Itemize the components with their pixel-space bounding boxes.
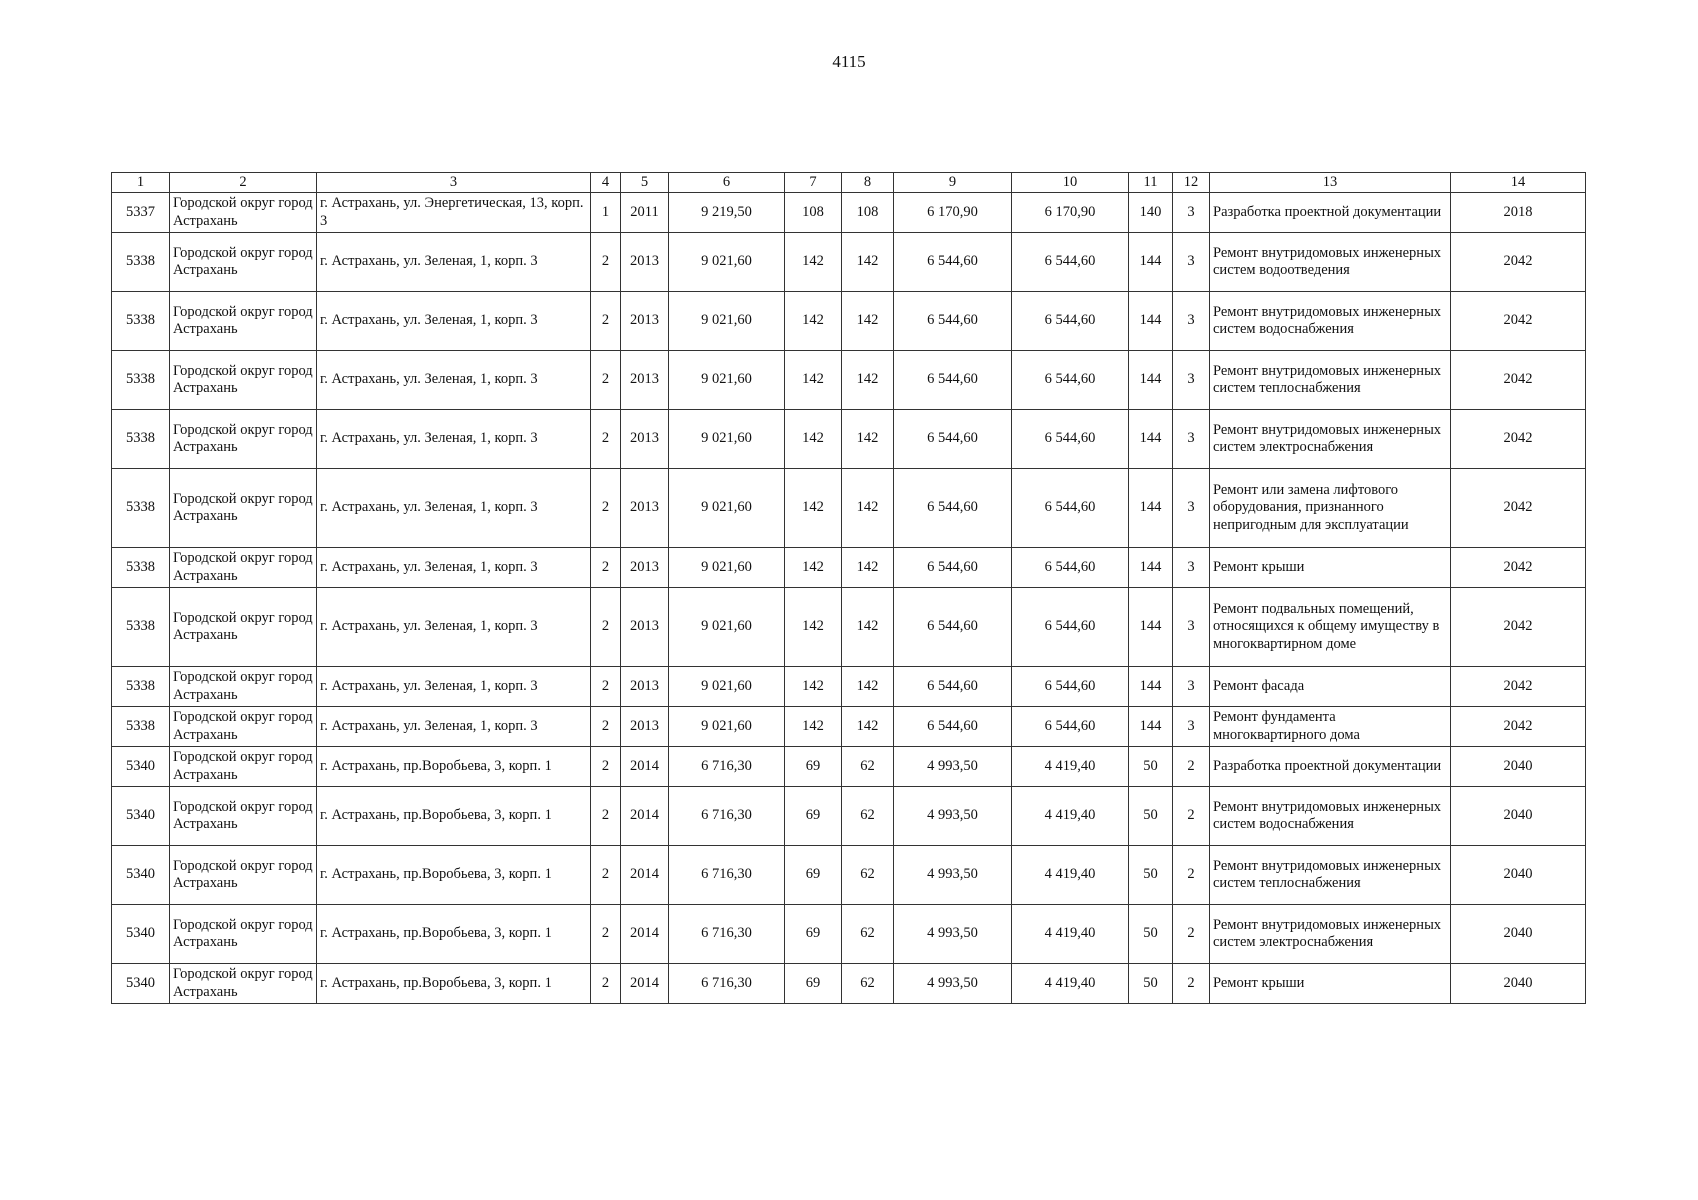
- work-type-cell: Ремонт внутридомовых инженерных систем водоотведения: [1210, 233, 1451, 292]
- table-body: [112, 193, 1586, 1004]
- area-col10-cell: 6 544,60: [1012, 707, 1129, 747]
- col8-cell: 142: [842, 667, 894, 707]
- table-row: [112, 193, 1586, 233]
- table-row: [112, 469, 1586, 548]
- area-col9-cell: 6 170,90: [894, 193, 1012, 233]
- work-type-cell: Разработка проектной документации: [1210, 193, 1451, 233]
- total-area-cell: 9 021,60: [669, 410, 785, 469]
- total-area-cell: 6 716,30: [669, 905, 785, 964]
- year-cell: 2013: [621, 292, 669, 351]
- area-col10-cell: 4 419,40: [1012, 905, 1129, 964]
- area-col10-cell: 6 544,60: [1012, 292, 1129, 351]
- municipality-cell: Городской округ город Астрахань: [170, 588, 317, 667]
- column-header-11: 11: [1129, 173, 1173, 193]
- total-area-cell: 6 716,30: [669, 846, 785, 905]
- column-header-4: 4: [591, 173, 621, 193]
- address-cell: г. Астрахань, пр.Воробьева, 3, корп. 1: [317, 787, 591, 846]
- area-col9-cell: 6 544,60: [894, 548, 1012, 588]
- column-header-12: 12: [1173, 173, 1210, 193]
- col12-cell: 3: [1173, 292, 1210, 351]
- total-area-cell: 6 716,30: [669, 787, 785, 846]
- year-cell: 2013: [621, 233, 669, 292]
- address-cell: г. Астрахань, пр.Воробьева, 3, корп. 1: [317, 905, 591, 964]
- floors-cell: 2: [591, 588, 621, 667]
- table-row: [112, 548, 1586, 588]
- record-id-cell: 5340: [112, 905, 170, 964]
- col7-cell: 142: [785, 548, 842, 588]
- col7-cell: 69: [785, 905, 842, 964]
- area-col10-cell: 6 544,60: [1012, 410, 1129, 469]
- col11-cell: 50: [1129, 964, 1173, 1004]
- address-cell: г. Астрахань, ул. Зеленая, 1, корп. 3: [317, 469, 591, 548]
- col8-cell: 62: [842, 846, 894, 905]
- col11-cell: 50: [1129, 787, 1173, 846]
- record-id-cell: 5338: [112, 588, 170, 667]
- table-row: [112, 905, 1586, 964]
- area-col10-cell: 6 544,60: [1012, 233, 1129, 292]
- col8-cell: 142: [842, 233, 894, 292]
- year-cell: 2013: [621, 351, 669, 410]
- planned-year-cell: 2042: [1451, 667, 1586, 707]
- floors-cell: 2: [591, 905, 621, 964]
- record-id-cell: 5340: [112, 964, 170, 1004]
- col8-cell: 142: [842, 707, 894, 747]
- header-row: [112, 173, 1586, 193]
- total-area-cell: 9 021,60: [669, 667, 785, 707]
- total-area-cell: 9 219,50: [669, 193, 785, 233]
- floors-cell: 2: [591, 667, 621, 707]
- col7-cell: 69: [785, 964, 842, 1004]
- col11-cell: 144: [1129, 410, 1173, 469]
- col8-cell: 108: [842, 193, 894, 233]
- col8-cell: 62: [842, 964, 894, 1004]
- total-area-cell: 9 021,60: [669, 292, 785, 351]
- record-id-cell: 5338: [112, 469, 170, 548]
- work-type-cell: Ремонт внутридомовых инженерных систем электроснабжения: [1210, 905, 1451, 964]
- table-header: [112, 173, 1586, 193]
- column-header-8: 8: [842, 173, 894, 193]
- address-cell: г. Астрахань, ул. Зеленая, 1, корп. 3: [317, 707, 591, 747]
- col12-cell: 2: [1173, 846, 1210, 905]
- area-col10-cell: 4 419,40: [1012, 747, 1129, 787]
- work-type-cell: Ремонт подвальных помещений, относящихся к общему имуществу в многоквартирном доме: [1210, 588, 1451, 667]
- year-cell: 2014: [621, 905, 669, 964]
- record-id-cell: 5338: [112, 233, 170, 292]
- year-cell: 2013: [621, 588, 669, 667]
- col12-cell: 2: [1173, 747, 1210, 787]
- column-header-9: 9: [894, 173, 1012, 193]
- floors-cell: 2: [591, 410, 621, 469]
- address-cell: г. Астрахань, пр.Воробьева, 3, корп. 1: [317, 846, 591, 905]
- municipality-cell: Городской округ город Астрахань: [170, 667, 317, 707]
- year-cell: 2014: [621, 846, 669, 905]
- col12-cell: 3: [1173, 233, 1210, 292]
- col7-cell: 142: [785, 410, 842, 469]
- col12-cell: 2: [1173, 787, 1210, 846]
- total-area-cell: 9 021,60: [669, 548, 785, 588]
- col11-cell: 144: [1129, 707, 1173, 747]
- col11-cell: 144: [1129, 548, 1173, 588]
- table-row: [112, 588, 1586, 667]
- column-header-2: 2: [170, 173, 317, 193]
- page-number: 4115: [832, 52, 866, 71]
- floors-cell: 2: [591, 964, 621, 1004]
- municipality-cell: Городской округ город Астрахань: [170, 351, 317, 410]
- municipality-cell: Городской округ город Астрахань: [170, 905, 317, 964]
- floors-cell: 2: [591, 846, 621, 905]
- record-id-cell: 5338: [112, 707, 170, 747]
- address-cell: г. Астрахань, ул. Зеленая, 1, корп. 3: [317, 588, 591, 667]
- col11-cell: 144: [1129, 667, 1173, 707]
- floors-cell: 2: [591, 292, 621, 351]
- total-area-cell: 9 021,60: [669, 351, 785, 410]
- area-col9-cell: 6 544,60: [894, 707, 1012, 747]
- table-row: [112, 292, 1586, 351]
- address-cell: г. Астрахань, ул. Зеленая, 1, корп. 3: [317, 233, 591, 292]
- col11-cell: 144: [1129, 233, 1173, 292]
- area-col10-cell: 6 544,60: [1012, 351, 1129, 410]
- table-row: [112, 964, 1586, 1004]
- area-col9-cell: 6 544,60: [894, 233, 1012, 292]
- area-col9-cell: 6 544,60: [894, 588, 1012, 667]
- planned-year-cell: 2018: [1451, 193, 1586, 233]
- planned-year-cell: 2042: [1451, 233, 1586, 292]
- col8-cell: 142: [842, 548, 894, 588]
- area-col10-cell: 4 419,40: [1012, 846, 1129, 905]
- col8-cell: 142: [842, 351, 894, 410]
- record-id-cell: 5338: [112, 351, 170, 410]
- area-col10-cell: 6 544,60: [1012, 469, 1129, 548]
- table-row: [112, 707, 1586, 747]
- work-type-cell: Ремонт фасада: [1210, 667, 1451, 707]
- col12-cell: 3: [1173, 469, 1210, 548]
- col7-cell: 142: [785, 667, 842, 707]
- column-header-3: 3: [317, 173, 591, 193]
- address-cell: г. Астрахань, ул. Зеленая, 1, корп. 3: [317, 351, 591, 410]
- planned-year-cell: 2042: [1451, 351, 1586, 410]
- address-cell: г. Астрахань, пр.Воробьева, 3, корп. 1: [317, 964, 591, 1004]
- table-row: [112, 410, 1586, 469]
- area-col10-cell: 6 544,60: [1012, 548, 1129, 588]
- work-type-cell: Ремонт внутридомовых инженерных систем теплоснабжения: [1210, 351, 1451, 410]
- floors-cell: 2: [591, 787, 621, 846]
- record-id-cell: 5338: [112, 667, 170, 707]
- work-type-cell: Ремонт фундамента многоквартирного дома: [1210, 707, 1451, 747]
- col11-cell: 140: [1129, 193, 1173, 233]
- floors-cell: 1: [591, 193, 621, 233]
- col12-cell: 3: [1173, 588, 1210, 667]
- col7-cell: 142: [785, 292, 842, 351]
- total-area-cell: 9 021,60: [669, 469, 785, 548]
- col11-cell: 50: [1129, 747, 1173, 787]
- work-type-cell: Ремонт крыши: [1210, 548, 1451, 588]
- col7-cell: 108: [785, 193, 842, 233]
- table-row: [112, 787, 1586, 846]
- municipality-cell: Городской округ город Астрахань: [170, 410, 317, 469]
- total-area-cell: 9 021,60: [669, 707, 785, 747]
- col11-cell: 144: [1129, 469, 1173, 548]
- table-row: [112, 747, 1586, 787]
- col8-cell: 62: [842, 747, 894, 787]
- floors-cell: 2: [591, 469, 621, 548]
- floors-cell: 2: [591, 747, 621, 787]
- municipality-cell: Городской округ город Астрахань: [170, 292, 317, 351]
- record-id-cell: 5338: [112, 548, 170, 588]
- col7-cell: 142: [785, 469, 842, 548]
- work-type-cell: Ремонт внутридомовых инженерных систем водоснабжения: [1210, 292, 1451, 351]
- col12-cell: 3: [1173, 548, 1210, 588]
- area-col9-cell: 4 993,50: [894, 747, 1012, 787]
- municipality-cell: Городской округ город Астрахань: [170, 193, 317, 233]
- col7-cell: 69: [785, 747, 842, 787]
- col12-cell: 3: [1173, 667, 1210, 707]
- year-cell: 2014: [621, 964, 669, 1004]
- table-row: [112, 846, 1586, 905]
- address-cell: г. Астрахань, ул. Зеленая, 1, корп. 3: [317, 410, 591, 469]
- col8-cell: 142: [842, 292, 894, 351]
- total-area-cell: 9 021,60: [669, 588, 785, 667]
- municipality-cell: Городской округ город Астрахань: [170, 469, 317, 548]
- floors-cell: 2: [591, 351, 621, 410]
- planned-year-cell: 2040: [1451, 964, 1586, 1004]
- col8-cell: 62: [842, 787, 894, 846]
- table-row: [112, 233, 1586, 292]
- area-col9-cell: 6 544,60: [894, 469, 1012, 548]
- year-cell: 2013: [621, 548, 669, 588]
- work-type-cell: Ремонт внутридомовых инженерных систем электроснабжения: [1210, 410, 1451, 469]
- floors-cell: 2: [591, 548, 621, 588]
- floors-cell: 2: [591, 233, 621, 292]
- area-col9-cell: 4 993,50: [894, 905, 1012, 964]
- area-col9-cell: 6 544,60: [894, 667, 1012, 707]
- record-id-cell: 5340: [112, 787, 170, 846]
- work-type-cell: Ремонт внутридомовых инженерных систем водоснабжения: [1210, 787, 1451, 846]
- total-area-cell: 6 716,30: [669, 964, 785, 1004]
- column-header-14: 14: [1451, 173, 1586, 193]
- planned-year-cell: 2042: [1451, 469, 1586, 548]
- record-id-cell: 5338: [112, 410, 170, 469]
- area-col10-cell: 6 170,90: [1012, 193, 1129, 233]
- col7-cell: 69: [785, 787, 842, 846]
- planned-year-cell: 2040: [1451, 747, 1586, 787]
- table-row: [112, 351, 1586, 410]
- work-type-cell: Ремонт крыши: [1210, 964, 1451, 1004]
- address-cell: г. Астрахань, ул. Зеленая, 1, корп. 3: [317, 548, 591, 588]
- total-area-cell: 6 716,30: [669, 747, 785, 787]
- column-header-1: 1: [112, 173, 170, 193]
- area-col10-cell: 4 419,40: [1012, 787, 1129, 846]
- address-cell: г. Астрахань, ул. Зеленая, 1, корп. 3: [317, 292, 591, 351]
- planned-year-cell: 2042: [1451, 410, 1586, 469]
- area-col9-cell: 6 544,60: [894, 351, 1012, 410]
- work-type-cell: Разработка проектной документации: [1210, 747, 1451, 787]
- address-cell: г. Астрахань, ул. Энергетическая, 13, корп. 3: [317, 193, 591, 233]
- year-cell: 2013: [621, 410, 669, 469]
- col8-cell: 142: [842, 410, 894, 469]
- area-col9-cell: 4 993,50: [894, 787, 1012, 846]
- column-header-6: 6: [669, 173, 785, 193]
- col11-cell: 144: [1129, 588, 1173, 667]
- year-cell: 2014: [621, 747, 669, 787]
- municipality-cell: Городской округ город Астрахань: [170, 233, 317, 292]
- col12-cell: 3: [1173, 410, 1210, 469]
- record-id-cell: 5338: [112, 292, 170, 351]
- column-header-10: 10: [1012, 173, 1129, 193]
- planned-year-cell: 2042: [1451, 707, 1586, 747]
- year-cell: 2014: [621, 787, 669, 846]
- col12-cell: 3: [1173, 351, 1210, 410]
- col12-cell: 2: [1173, 905, 1210, 964]
- column-header-5: 5: [621, 173, 669, 193]
- record-id-cell: 5340: [112, 846, 170, 905]
- area-col10-cell: 6 544,60: [1012, 667, 1129, 707]
- col8-cell: 142: [842, 469, 894, 548]
- work-type-cell: Ремонт внутридомовых инженерных систем теплоснабжения: [1210, 846, 1451, 905]
- column-header-7: 7: [785, 173, 842, 193]
- area-col9-cell: 4 993,50: [894, 846, 1012, 905]
- record-id-cell: 5340: [112, 747, 170, 787]
- table-row: [112, 667, 1586, 707]
- col12-cell: 3: [1173, 193, 1210, 233]
- area-col10-cell: 4 419,40: [1012, 964, 1129, 1004]
- col12-cell: 3: [1173, 707, 1210, 747]
- col11-cell: 144: [1129, 351, 1173, 410]
- address-cell: г. Астрахань, пр.Воробьева, 3, корп. 1: [317, 747, 591, 787]
- municipality-cell: Городской округ город Астрахань: [170, 846, 317, 905]
- municipality-cell: Городской округ город Астрахань: [170, 707, 317, 747]
- area-col10-cell: 6 544,60: [1012, 588, 1129, 667]
- total-area-cell: 9 021,60: [669, 233, 785, 292]
- municipality-cell: Городской округ город Астрахань: [170, 964, 317, 1004]
- municipality-cell: Городской округ город Астрахань: [170, 548, 317, 588]
- area-col9-cell: 6 544,60: [894, 410, 1012, 469]
- col7-cell: 142: [785, 233, 842, 292]
- col7-cell: 69: [785, 846, 842, 905]
- col11-cell: 144: [1129, 292, 1173, 351]
- year-cell: 2011: [621, 193, 669, 233]
- planned-year-cell: 2040: [1451, 846, 1586, 905]
- planned-year-cell: 2042: [1451, 292, 1586, 351]
- planned-year-cell: 2042: [1451, 588, 1586, 667]
- housing-repair-table: [111, 172, 1586, 1004]
- floors-cell: 2: [591, 707, 621, 747]
- area-col9-cell: 6 544,60: [894, 292, 1012, 351]
- col8-cell: 142: [842, 588, 894, 667]
- municipality-cell: Городской округ город Астрахань: [170, 747, 317, 787]
- col8-cell: 62: [842, 905, 894, 964]
- col7-cell: 142: [785, 707, 842, 747]
- col12-cell: 2: [1173, 964, 1210, 1004]
- column-header-13: 13: [1210, 173, 1451, 193]
- col7-cell: 142: [785, 588, 842, 667]
- year-cell: 2013: [621, 707, 669, 747]
- col11-cell: 50: [1129, 846, 1173, 905]
- planned-year-cell: 2040: [1451, 787, 1586, 846]
- col11-cell: 50: [1129, 905, 1173, 964]
- year-cell: 2013: [621, 469, 669, 548]
- year-cell: 2013: [621, 667, 669, 707]
- address-cell: г. Астрахань, ул. Зеленая, 1, корп. 3: [317, 667, 591, 707]
- record-id-cell: 5337: [112, 193, 170, 233]
- area-col9-cell: 4 993,50: [894, 964, 1012, 1004]
- municipality-cell: Городской округ город Астрахань: [170, 787, 317, 846]
- planned-year-cell: 2042: [1451, 548, 1586, 588]
- work-type-cell: Ремонт или замена лифтового оборудования, признанного непригодным для эксплуатации: [1210, 469, 1451, 548]
- col7-cell: 142: [785, 351, 842, 410]
- planned-year-cell: 2040: [1451, 905, 1586, 964]
